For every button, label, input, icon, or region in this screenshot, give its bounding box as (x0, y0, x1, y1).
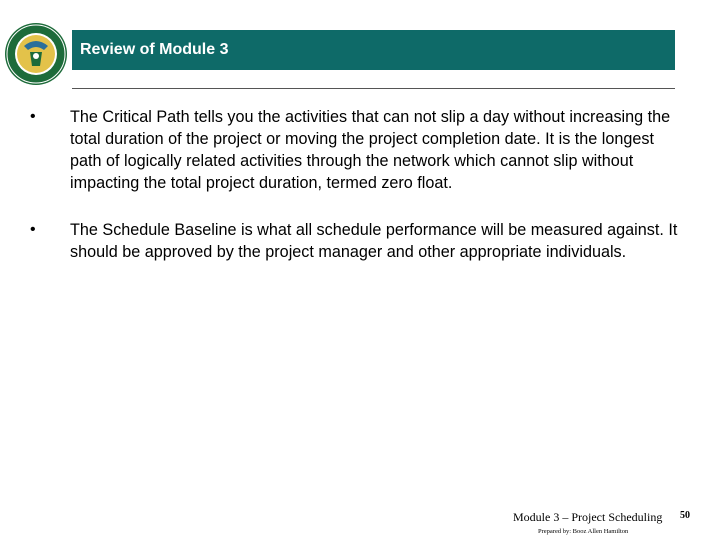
bullet-marker: • (30, 221, 36, 238)
list-item (30, 106, 680, 194)
prepared-by-label: Prepared by: Booz Allen Hamilton (538, 528, 629, 535)
page-title: Review of Module 3 (80, 41, 229, 58)
footer-module-label: Module 3 – Project Scheduling (513, 510, 663, 524)
title-bar (72, 30, 675, 70)
list-item (30, 219, 680, 263)
header-divider (72, 88, 675, 89)
bullet-list (30, 106, 680, 288)
bullet-text: The Critical Path tells you the activities that can not slip a day without increasing the total duration of the project or moving the project completion date. It is the longest path of logically related activities through the network which cannot slip without impacting the total project duration, termed zero float. (70, 108, 671, 192)
doe-seal-icon (4, 22, 68, 86)
bullet-marker: • (30, 108, 36, 125)
bullet-text: The Schedule Baseline is what all schedule performance will be measured against. It should be approved by the project manager and other appropriate individuals. (70, 221, 678, 261)
page-number: 50 (680, 510, 690, 521)
